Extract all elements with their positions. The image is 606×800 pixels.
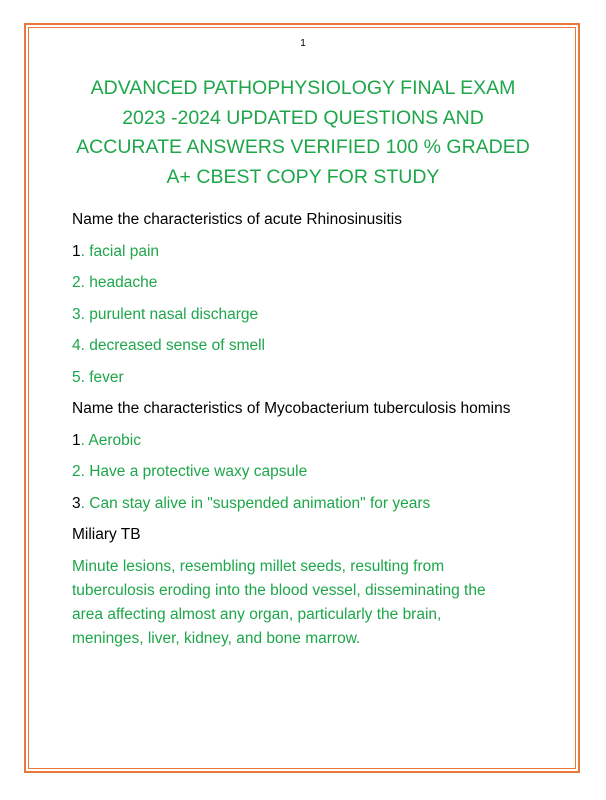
question-text: Name the characteristics of acute Rhinosinusitis (72, 211, 402, 228)
answer-number: 1 (72, 242, 81, 260)
answer-text: headache (89, 274, 158, 291)
document-body (72, 209, 542, 651)
answer-item (72, 493, 542, 514)
answer-text: purulent nasal discharge (89, 305, 259, 323)
answer-line: meninges, liver, kidney, and bone marrow. (72, 629, 361, 647)
question-text: Miliary TB (72, 526, 141, 543)
answer-text: Have a protective waxy capsule (89, 463, 308, 480)
answer-line: area affecting almost any organ, particularly the brain, (72, 605, 442, 623)
title-line: 2023 -2024 UPDATED QUESTIONS AND (122, 106, 484, 129)
title-line: ACCURATE ANSWERS VERIFIED 100 % GRADED (76, 136, 530, 158)
answer-number: 3. (72, 305, 90, 323)
title-line: A+ CBEST COPY FOR STUDY (166, 165, 440, 188)
answer-number: 4. (72, 337, 90, 354)
answer-number: 5. (72, 368, 90, 386)
answer-text: facial pain (89, 242, 160, 260)
answer-text: Aerobic (88, 431, 141, 449)
answer-line: tuberculosis eroding into the blood vessel, disseminating the (72, 581, 486, 599)
answer-item (72, 272, 542, 293)
answer-number: 2. (72, 463, 90, 480)
answer-text: Can stay alive in "suspended animation" for years (89, 494, 431, 512)
title-line: ADVANCED PATHOPHYSIOLOGY FINAL EXAM (90, 77, 516, 99)
answer-number: 1 (72, 431, 81, 449)
page-number: 1 (300, 38, 306, 49)
answer-paragraph (72, 555, 542, 651)
answer-item (72, 367, 542, 388)
answer-separator: . (80, 431, 89, 449)
answer-text: decreased sense of smell (89, 337, 265, 354)
answer-number: 3 (72, 494, 81, 512)
answer-item (72, 304, 542, 325)
answer-line: Minute lesions, resembling millet seeds, resulting from (72, 557, 445, 575)
answer-item (72, 461, 542, 482)
document-title (50, 74, 556, 192)
question-text: Name the characteristics of Mycobacterium tuberculosis homins (72, 400, 511, 417)
answer-text: fever (89, 368, 124, 386)
answer-separator: . (80, 494, 90, 512)
answer-separator: . (80, 242, 90, 260)
answer-item (72, 241, 542, 262)
answer-number: 2. (72, 274, 90, 291)
answer-item (72, 335, 542, 356)
answer-item (72, 430, 542, 451)
